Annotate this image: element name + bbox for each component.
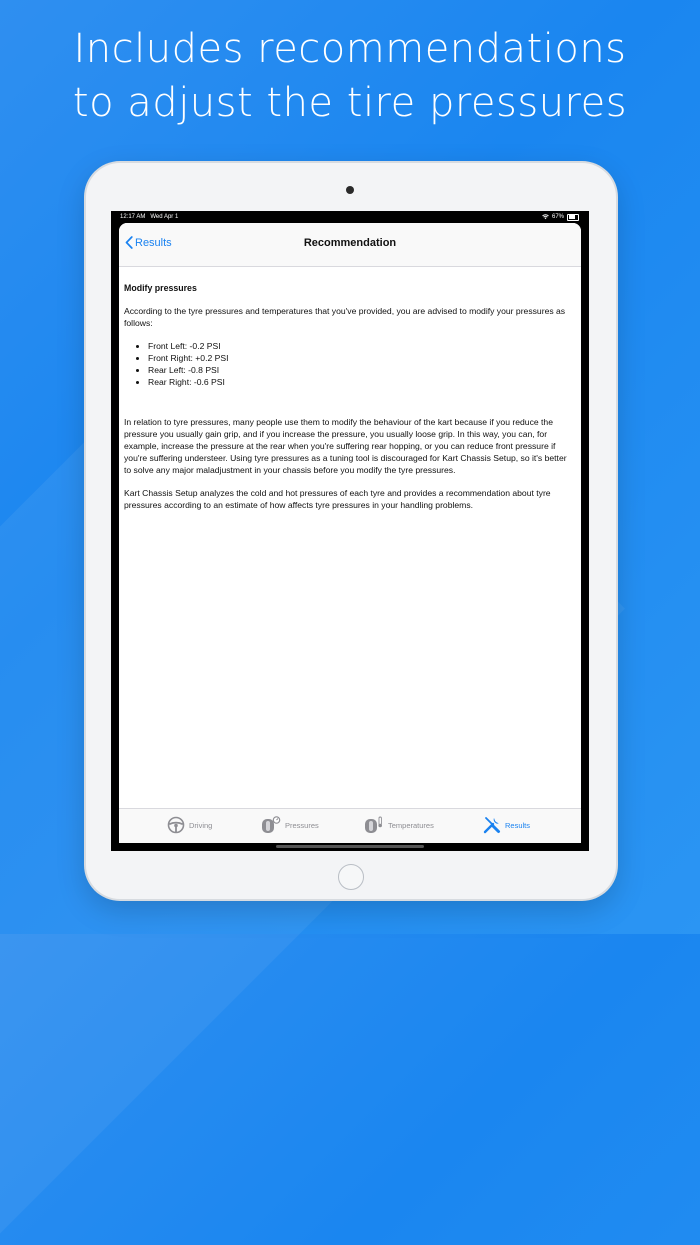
status-right	[542, 211, 579, 223]
tab-results-label: Results	[505, 820, 531, 830]
status-time	[120, 211, 178, 223]
tab-driving-label: Driving	[189, 820, 213, 830]
section-heading: Modify pressures	[124, 283, 197, 293]
list-item: • Rear Right: -0.6 PSI	[148, 376, 574, 388]
list-item: • Front Right: +0.2 PSI	[148, 352, 574, 364]
recommendation-content	[124, 282, 574, 522]
headline-line-1: Includes recommendations	[73, 26, 627, 72]
wifi-icon	[542, 214, 549, 220]
tab-pressures-label: Pressures	[285, 820, 319, 830]
tab-bar	[119, 808, 581, 843]
home-indicator	[276, 845, 424, 848]
status-date-value: Wed Apr 1	[150, 214, 179, 220]
tab-temperatures[interactable]	[364, 816, 434, 834]
tab-results[interactable]	[483, 816, 530, 834]
tire-temperature-icon	[364, 816, 384, 834]
page-title: Recommendation	[303, 237, 397, 249]
headline	[0, 22, 700, 130]
intro-text: According to the tyre pressures and temperatures that you've provided, you are advised to modify your pressures as follows:	[124, 306, 566, 328]
status-time-value: 12:17 AM	[120, 214, 146, 220]
back-button-label: Results	[135, 236, 172, 249]
tire-pressure-icon	[261, 816, 281, 834]
navigation-bar	[119, 223, 581, 267]
tab-temperatures-label: Temperatures	[388, 820, 434, 830]
camera-icon	[346, 186, 354, 194]
list-item: • Rear Left: -0.8 PSI	[148, 364, 574, 376]
wrench-screwdriver-icon	[483, 816, 501, 834]
pressure-adjustment-list	[124, 340, 574, 388]
home-button[interactable]	[338, 864, 364, 890]
battery-percent: 67%	[551, 214, 564, 220]
list-item: • Front Left: -0.2 PSI	[148, 340, 574, 352]
app-sheet	[119, 223, 581, 843]
device-screen	[111, 211, 589, 851]
headline-line-2: to adjust the tire pressures	[72, 80, 628, 126]
status-bar	[111, 211, 589, 223]
steering-wheel-icon	[167, 816, 185, 834]
tab-driving[interactable]	[167, 816, 212, 834]
explanation-paragraph: In relation to tyre pressures, many people use them to modify the behaviour of the kart because if you reduce the pressure you usually gain grip, and if you increase the pressure, you usually loose grip. In this way, you can, for example, increase the pressure at the rear when you're suffering rear hopping, or you can reduce front pressure if you're suffering understeer. Using tyre pressures as a tuning tool is discouraged for Kart Chassis Setup, so it's better to solve any major maladjustment in your chassis before you modify the tyre pressures.	[124, 417, 567, 475]
battery-icon	[567, 214, 579, 221]
battery-fill	[569, 215, 575, 219]
analysis-paragraph: Kart Chassis Setup analyzes the cold and hot pressures of each tyre and provides a recommendation about tyre pressures according to an estimate of how affects tyre pressures in your handling problems.	[124, 488, 551, 510]
tab-pressures[interactable]	[261, 816, 319, 834]
